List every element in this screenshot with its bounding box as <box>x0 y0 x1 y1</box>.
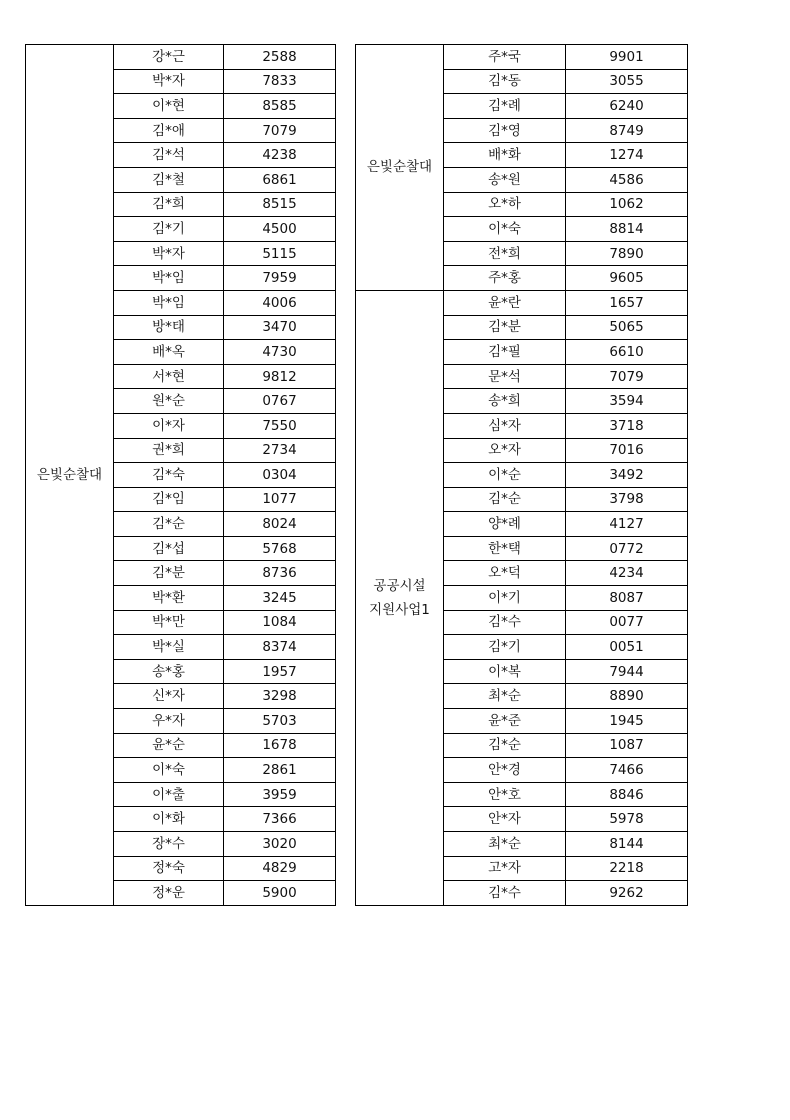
member-name: 윤*란 <box>444 290 566 315</box>
member-number: 0767 <box>224 389 336 414</box>
member-number: 5115 <box>224 241 336 266</box>
member-name: 김*기 <box>114 217 224 242</box>
member-name: 권*희 <box>114 438 224 463</box>
member-number: 0772 <box>566 536 688 561</box>
member-name: 김*희 <box>114 192 224 217</box>
member-number: 3718 <box>566 413 688 438</box>
member-number: 3798 <box>566 487 688 512</box>
table-row <box>356 45 688 70</box>
member-name: 김*임 <box>114 487 224 512</box>
member-number: 7466 <box>566 758 688 783</box>
member-name: 김*애 <box>114 118 224 143</box>
member-number: 3020 <box>224 832 336 857</box>
member-name: 원*순 <box>114 389 224 414</box>
member-number: 4730 <box>224 340 336 365</box>
member-name: 송*원 <box>444 167 566 192</box>
member-name: 이*화 <box>114 807 224 832</box>
member-name: 박*환 <box>114 586 224 611</box>
member-name: 박*임 <box>114 266 224 291</box>
member-name: 이*자 <box>114 413 224 438</box>
member-name: 김*순 <box>444 487 566 512</box>
member-number: 0051 <box>566 635 688 660</box>
member-number: 7079 <box>224 118 336 143</box>
member-number: 1678 <box>224 733 336 758</box>
member-number: 6610 <box>566 340 688 365</box>
group-label-multiline <box>356 290 444 905</box>
member-number: 5703 <box>224 709 336 734</box>
member-name: 오*덕 <box>444 561 566 586</box>
member-number: 0304 <box>224 463 336 488</box>
member-number: 4586 <box>566 167 688 192</box>
member-number: 3055 <box>566 69 688 94</box>
member-number: 0077 <box>566 610 688 635</box>
member-name: 이*출 <box>114 782 224 807</box>
member-name: 윤*준 <box>444 709 566 734</box>
member-number: 5065 <box>566 315 688 340</box>
member-number: 3298 <box>224 684 336 709</box>
member-name: 이*기 <box>444 586 566 611</box>
member-number: 2734 <box>224 438 336 463</box>
member-number: 7959 <box>224 266 336 291</box>
member-number: 1957 <box>224 659 336 684</box>
member-number: 1274 <box>566 143 688 168</box>
member-number: 5900 <box>224 881 336 906</box>
member-name: 김*기 <box>444 635 566 660</box>
member-name: 윤*순 <box>114 733 224 758</box>
member-name: 안*자 <box>444 807 566 832</box>
member-number: 6861 <box>224 167 336 192</box>
member-name: 안*호 <box>444 782 566 807</box>
member-name: 김*순 <box>444 733 566 758</box>
member-name: 오*하 <box>444 192 566 217</box>
member-number: 2861 <box>224 758 336 783</box>
member-name: 우*자 <box>114 709 224 734</box>
member-name: 주*홍 <box>444 266 566 291</box>
member-number: 2588 <box>224 45 336 70</box>
member-name: 최*순 <box>444 832 566 857</box>
member-name: 이*현 <box>114 94 224 119</box>
member-number: 5978 <box>566 807 688 832</box>
member-name: 정*숙 <box>114 856 224 881</box>
member-number: 4127 <box>566 512 688 537</box>
member-number: 7550 <box>224 413 336 438</box>
table-row <box>26 45 336 70</box>
member-number: 8144 <box>566 832 688 857</box>
member-number: 3470 <box>224 315 336 340</box>
member-number: 3492 <box>566 463 688 488</box>
member-number: 8736 <box>224 561 336 586</box>
member-number: 3245 <box>224 586 336 611</box>
group-label-line-1: 공공시설 <box>373 577 426 594</box>
member-number: 8087 <box>566 586 688 611</box>
member-name: 최*순 <box>444 684 566 709</box>
member-name: 장*수 <box>114 832 224 857</box>
member-name: 전*희 <box>444 241 566 266</box>
member-number: 8585 <box>224 94 336 119</box>
left-roster-table <box>25 44 336 906</box>
member-number: 7079 <box>566 364 688 389</box>
member-name: 방*태 <box>114 315 224 340</box>
member-number: 5768 <box>224 536 336 561</box>
member-number: 4829 <box>224 856 336 881</box>
member-number: 7366 <box>224 807 336 832</box>
member-name: 이*복 <box>444 659 566 684</box>
member-number: 3959 <box>224 782 336 807</box>
right-roster-table <box>355 44 688 906</box>
member-name: 김*수 <box>444 881 566 906</box>
member-name: 김*동 <box>444 69 566 94</box>
member-number: 3594 <box>566 389 688 414</box>
member-name: 정*운 <box>114 881 224 906</box>
member-name: 주*국 <box>444 45 566 70</box>
member-number: 8890 <box>566 684 688 709</box>
member-name: 박*자 <box>114 69 224 94</box>
member-number: 8515 <box>224 192 336 217</box>
member-name: 배*화 <box>444 143 566 168</box>
member-name: 강*근 <box>114 45 224 70</box>
table-row <box>356 290 688 315</box>
member-name: 이*순 <box>444 463 566 488</box>
member-number: 9901 <box>566 45 688 70</box>
member-number: 8749 <box>566 118 688 143</box>
member-name: 김*분 <box>114 561 224 586</box>
member-name: 송*홍 <box>114 659 224 684</box>
member-name: 김*수 <box>444 610 566 635</box>
member-name: 김*례 <box>444 94 566 119</box>
member-name: 오*자 <box>444 438 566 463</box>
member-name: 송*희 <box>444 389 566 414</box>
member-number: 6240 <box>566 94 688 119</box>
member-name: 양*례 <box>444 512 566 537</box>
member-number: 1084 <box>224 610 336 635</box>
group-label-line-2: 지원사업1 <box>369 601 430 618</box>
member-number: 1077 <box>224 487 336 512</box>
member-number: 8814 <box>566 217 688 242</box>
member-number: 1062 <box>566 192 688 217</box>
member-number: 9812 <box>224 364 336 389</box>
member-number: 1945 <box>566 709 688 734</box>
member-name: 박*자 <box>114 241 224 266</box>
member-name: 한*택 <box>444 536 566 561</box>
member-number: 8374 <box>224 635 336 660</box>
member-name: 서*현 <box>114 364 224 389</box>
member-name: 김*필 <box>444 340 566 365</box>
member-name: 김*숙 <box>114 463 224 488</box>
member-name: 김*영 <box>444 118 566 143</box>
member-name: 이*숙 <box>114 758 224 783</box>
member-name: 이*숙 <box>444 217 566 242</box>
member-number: 2218 <box>566 856 688 881</box>
member-number: 4234 <box>566 561 688 586</box>
member-number: 1657 <box>566 290 688 315</box>
member-name: 고*자 <box>444 856 566 881</box>
member-number: 9605 <box>566 266 688 291</box>
member-name: 김*석 <box>114 143 224 168</box>
member-number: 8024 <box>224 512 336 537</box>
member-number: 7833 <box>224 69 336 94</box>
member-number: 4238 <box>224 143 336 168</box>
member-number: 8846 <box>566 782 688 807</box>
member-name: 김*섭 <box>114 536 224 561</box>
member-number: 1087 <box>566 733 688 758</box>
member-name: 박*임 <box>114 290 224 315</box>
member-number: 7016 <box>566 438 688 463</box>
member-name: 문*석 <box>444 364 566 389</box>
member-name: 김*철 <box>114 167 224 192</box>
member-number: 4006 <box>224 290 336 315</box>
member-name: 신*자 <box>114 684 224 709</box>
member-number: 7890 <box>566 241 688 266</box>
member-number: 9262 <box>566 881 688 906</box>
member-number: 4500 <box>224 217 336 242</box>
member-number: 7944 <box>566 659 688 684</box>
group-label: 은빛순찰대 <box>26 45 114 906</box>
member-name: 심*자 <box>444 413 566 438</box>
member-name: 박*실 <box>114 635 224 660</box>
member-name: 박*만 <box>114 610 224 635</box>
member-name: 김*분 <box>444 315 566 340</box>
group-label: 은빛순찰대 <box>356 45 444 291</box>
member-name: 배*옥 <box>114 340 224 365</box>
member-name: 안*경 <box>444 758 566 783</box>
member-name: 김*순 <box>114 512 224 537</box>
